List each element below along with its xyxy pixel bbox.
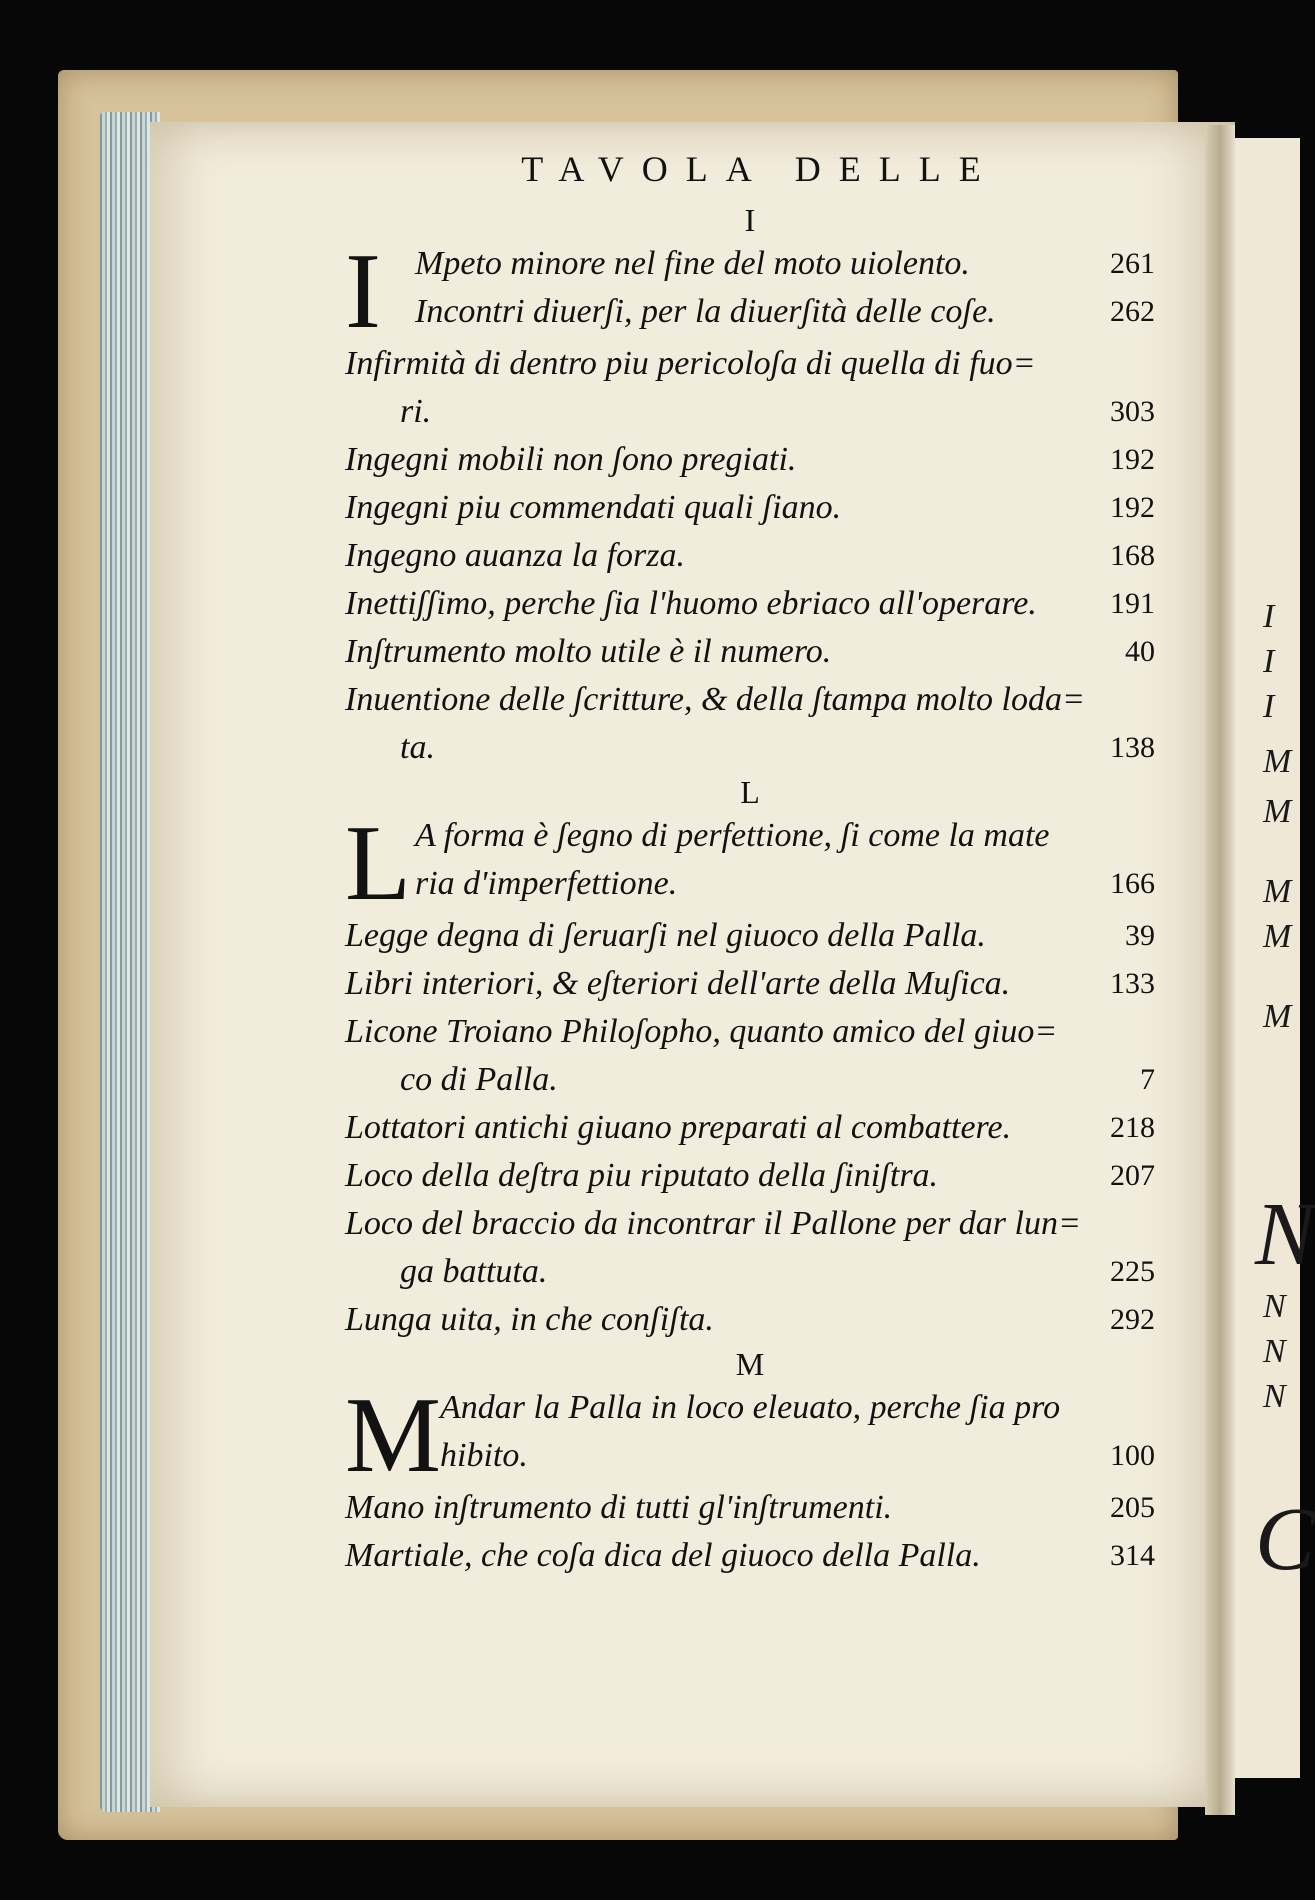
entry-page: 191 — [1110, 587, 1155, 620]
adjacent-glyph: C — [1255, 1490, 1315, 1589]
entry-page: 192 — [1110, 443, 1155, 476]
entry-text: Mpeto minore nel fine del moto uiolento. — [415, 245, 970, 282]
drop-cap-entry — [345, 804, 1155, 923]
adjacent-glyph: I — [1263, 598, 1275, 635]
entry-text: Libri interiori, & eʃteriori dell'arte della Muʃica. — [345, 965, 1011, 1002]
entry-page: 292 — [1110, 1303, 1155, 1336]
entry-text: Ingegni mobili non ʃono pregiati. — [345, 441, 797, 478]
adjacent-page — [1235, 138, 1315, 1778]
adjacent-glyph: M — [1263, 998, 1292, 1035]
entry-page: 39 — [1125, 919, 1155, 952]
section-letter-m: M — [735, 1346, 765, 1382]
entry-text: Legge degna di ʃeruarʃi nel giuoco della Palla. — [345, 917, 986, 954]
adjacent-glyph: N — [1263, 1378, 1286, 1415]
entry-page: 314 — [1110, 1539, 1155, 1572]
entry-continuation: ga battuta. — [400, 1253, 548, 1290]
section-letter-i: I — [744, 202, 756, 238]
entry-text: Loco del braccio da incontrar il Pallone per dar lun= — [345, 1205, 1081, 1242]
page-title: TAVOLA DELLE — [521, 149, 999, 189]
adjacent-glyph: N — [1255, 1185, 1315, 1284]
entry-text: Ingegni piu commendati quali ʃiano. — [345, 489, 842, 526]
drop-cap-entry — [345, 1376, 1155, 1495]
entry-page: 261 — [1110, 247, 1155, 280]
entry-text: hibito. — [440, 1437, 528, 1474]
index-text — [345, 148, 1155, 1580]
entry-text: Inʃtrumento molto utile è il numero. — [345, 633, 832, 670]
entry-continuation: ta. — [400, 729, 435, 766]
entry-page: 100 — [1110, 1439, 1155, 1472]
adjacent-glyph: I — [1263, 688, 1275, 725]
entry-text: ria d'imperfettione. — [415, 865, 678, 902]
entry-page: 192 — [1110, 491, 1155, 524]
entry-text: Martiale, che coʃa dica del giuoco della Palla. — [345, 1537, 981, 1574]
entry-page: 7 — [1140, 1063, 1155, 1096]
entry-text: Andar la Palla in loco eleuato, perche ʃia pro — [440, 1389, 1061, 1426]
adjacent-glyph: N — [1263, 1333, 1286, 1370]
entry-page: 40 — [1125, 635, 1155, 668]
entry-text: Licone Troiano Philoʃopho, quanto amico del giuo= — [345, 1013, 1058, 1050]
drop-cap: L — [345, 804, 411, 923]
section-letter-l: L — [740, 774, 760, 810]
entry-text: Infirmità di dentro piu pericoloʃa di quella di fuo= — [345, 345, 1036, 382]
entry-text: Mano inʃtrumento di tutti gl'inʃtrumenti. — [345, 1489, 893, 1526]
drop-cap-entry — [345, 232, 1155, 351]
entry-text: A forma è ʃegno di perfettione, ʃi come la mate — [415, 817, 1050, 854]
entry-page: 262 — [1110, 295, 1155, 328]
entry-page: 166 — [1110, 867, 1155, 900]
entry-page: 138 — [1110, 731, 1155, 764]
adjacent-glyph: N — [1263, 1288, 1286, 1325]
adjacent-glyph: I — [1263, 643, 1275, 680]
entry-page: 168 — [1110, 539, 1155, 572]
adjacent-glyph: M — [1263, 743, 1292, 780]
adjacent-glyph: M — [1263, 793, 1292, 830]
entry-continuation: ri. — [400, 393, 432, 430]
book-gutter — [1205, 125, 1235, 1815]
entry-page: 205 — [1110, 1491, 1155, 1524]
entry-page: 303 — [1110, 395, 1155, 428]
adjacent-glyph: M — [1263, 918, 1292, 955]
entry-page: 133 — [1110, 967, 1155, 1000]
entry-text: Lunga uita, in che conʃiʃta. — [345, 1301, 714, 1338]
entry-text: Inettiʃʃimo, perche ʃia l'huomo ebriaco all'operare. — [345, 585, 1037, 622]
entry-text: Loco della deʃtra piu riputato della ʃiniʃtra. — [345, 1157, 939, 1194]
entry-continuation: co di Palla. — [400, 1061, 558, 1098]
entry-page: 225 — [1110, 1255, 1155, 1288]
entry-text: Lottatori antichi giuano preparati al combattere. — [345, 1109, 1012, 1146]
drop-cap: I — [345, 232, 381, 351]
drop-cap: M — [345, 1376, 442, 1495]
entry-text: Inuentione delle ʃcritture, & della ʃtampa molto loda= — [345, 681, 1085, 718]
entry-page: 218 — [1110, 1111, 1155, 1144]
entry-text: Ingegno auanza la forza. — [345, 537, 685, 574]
adjacent-glyph: M — [1263, 873, 1292, 910]
entry-text: Incontri diuerʃi, per la diuerʃità delle coʃe. — [415, 293, 996, 330]
entry-page: 207 — [1110, 1159, 1155, 1192]
